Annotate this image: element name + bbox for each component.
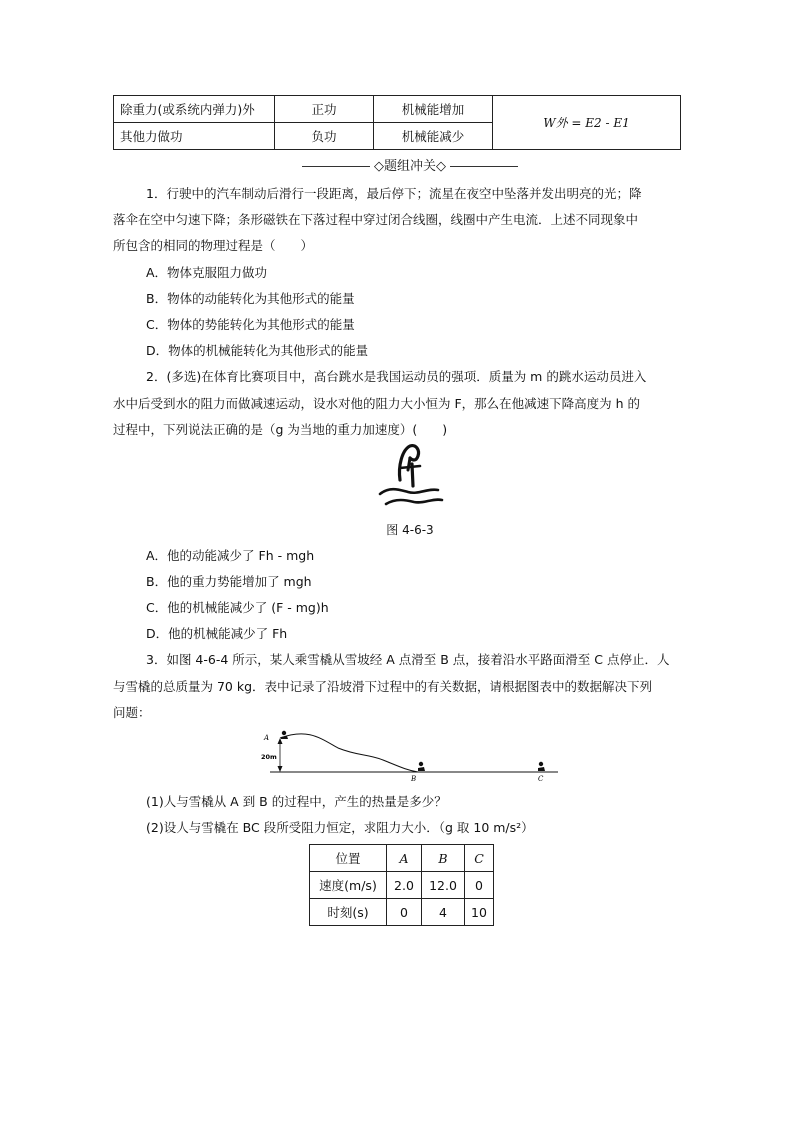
formula-cell: W外 = E2 - E1 xyxy=(493,96,681,150)
sled-rider-c-icon xyxy=(538,762,545,771)
table-cell: 0 xyxy=(465,872,494,899)
table-cell: 0 xyxy=(387,899,422,926)
fig-label-c: C xyxy=(538,775,544,783)
q1-option-b: B．物体的动能转化为其他形式的能量 xyxy=(146,291,355,306)
table-cell: 12.0 xyxy=(422,872,465,899)
q2-line-1: 2．(多选)在体育比赛项目中，高台跳水是我国运动员的强项．质量为 m 的跳水运动员进入 xyxy=(146,369,647,384)
slope-figure xyxy=(258,726,562,784)
section-title-text: ◇题组冲关◇ xyxy=(374,159,446,174)
q1-option-a: A．物体克服阻力做功 xyxy=(146,265,268,280)
q3-line-2: 与雪橇的总质量为 70 kg．表中记录了沿坡滑下过程中的有关数据，请根据图表中的数据解决下列 xyxy=(113,679,653,694)
q2-option-c: C．他的机械能减少了 (F - mg)h xyxy=(146,600,329,615)
negative-work-cell: 负功 xyxy=(275,123,374,150)
q1-line-1: 1．行驶中的汽车制动后滑行一段距离，最后停下；流星在夜空中坠落并发出明亮的光；降 xyxy=(146,186,642,201)
q1-line-2: 落伞在空中匀速下降；条形磁铁在下落过程中穿过闭合线圈，线圈中产生电流．上述不同现象中 xyxy=(113,212,639,227)
negative-effect-cell: 机械能减少 xyxy=(374,123,493,150)
q1-option-d: D．物体的机械能转化为其他形式的能量 xyxy=(146,343,369,358)
section-rule-left xyxy=(302,166,370,167)
q2-option-a: A．他的动能减少了 Fh - mgh xyxy=(146,548,315,563)
q3-sub-2: (2)设人与雪橇在 BC 段所受阻力恒定，求阻力大小．（g 取 10 m/s²） xyxy=(146,820,534,835)
q1-line-3: 所包含的相同的物理过程是（ ） xyxy=(113,238,314,253)
sled-rider-a-icon xyxy=(281,731,288,739)
motion-data-table xyxy=(309,844,494,926)
section-title xyxy=(300,155,520,174)
fig-label-a: A xyxy=(264,734,270,742)
table-header-cell: A xyxy=(387,845,422,872)
table-header-cell: B xyxy=(422,845,465,872)
positive-effect-cell: 机械能增加 xyxy=(374,96,493,123)
q2-option-d: D．他的机械能减少了 Fh xyxy=(146,626,288,641)
table-header-cell: 位置 xyxy=(310,845,387,872)
section-rule-right xyxy=(450,166,518,167)
q2-line-2: 水中后受到水的阻力而做减速运动，设水对他的阻力大小恒为 F，那么在他减速下降高度为 h 的 xyxy=(113,396,641,411)
sled-rider-b-icon xyxy=(418,762,425,771)
fig-label-b: B xyxy=(411,775,417,783)
summary-table xyxy=(113,95,681,150)
table-header-cell: C xyxy=(465,845,494,872)
row-label-cell: 除重力(或系统内弹力)外 xyxy=(114,96,275,123)
diver-figure xyxy=(372,440,452,512)
positive-work-cell: 正功 xyxy=(275,96,374,123)
table-cell: 时刻(s) xyxy=(310,899,387,926)
q2-line-3: 过程中，下列说法正确的是（g 为当地的重力加速度）( ) xyxy=(113,422,448,437)
table-cell: 2.0 xyxy=(387,872,422,899)
q3-line-1: 3．如图 4-6-4 所示，某人乘雪橇从雪坡经 A 点滑至 B 点，接着沿水平路面滑至 C 点停止．人 xyxy=(146,652,670,667)
q3-line-3: 问题： xyxy=(113,705,151,720)
row-label-cell-2: 其他力做功 xyxy=(114,123,275,150)
figure-caption-4-6-3: 图 4-6-3 xyxy=(386,523,434,537)
q2-option-b: B．他的重力势能增加了 mgh xyxy=(146,574,312,589)
q3-sub-1: (1)人与雪橇从 A 到 B 的过程中，产生的热量是多少？ xyxy=(146,794,447,809)
table-cell: 4 xyxy=(422,899,465,926)
fig-height-label: 20m xyxy=(261,753,277,761)
q1-option-c: C．物体的势能转化为其他形式的能量 xyxy=(146,317,355,332)
table-cell: 速度(m/s) xyxy=(310,872,387,899)
table-cell: 10 xyxy=(465,899,494,926)
